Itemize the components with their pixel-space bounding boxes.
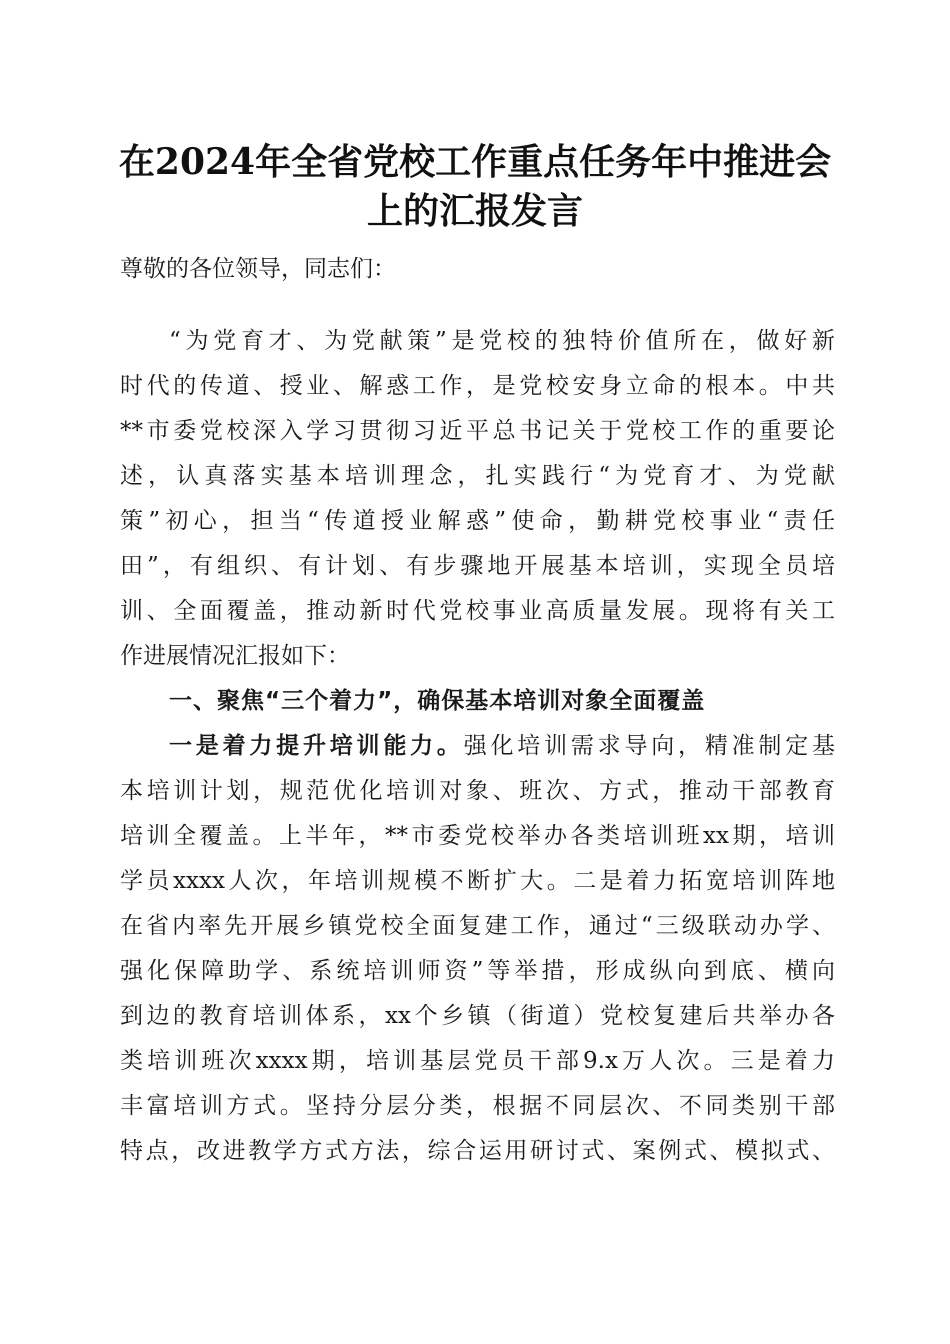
intro-line: **市委党校深入学习贯彻习近平总书记关于党校工作的重要论 [120, 418, 835, 444]
section-heading: 一、聚焦“三个着力”，确保基本培训对象全面覆盖 [169, 688, 706, 714]
intro-line: “为党育才、为党献策”是党校的独特价值所在，做好新 [169, 328, 835, 354]
section-first-line-text: 强化培训需求导向，精准制定基 [463, 733, 836, 759]
section-paragraph-first-line [169, 731, 835, 761]
section-line: 本培训计划，规范优化培训对象、班次、方式，推动干部教育 [120, 778, 835, 804]
section-line: 学员xxxx人次，年培训规模不断扩大。二是着力拓宽培训阵地 [120, 868, 835, 894]
section-line: 丰富培训方式。坚持分层分类，根据不同层次、不同类别干部 [120, 1093, 835, 1119]
section-lead-phrase: 一是着力提升培训能力。 [169, 733, 464, 759]
section-line: 强化保障助学、系统培训师资”等举措，形成纵向到底、横向 [120, 958, 835, 984]
salutation: 尊敬的各位领导，同志们： [120, 256, 396, 282]
section-line: 到边的教育培训体系，xx个乡镇（街道）党校复建后共举办各 [120, 1003, 835, 1029]
intro-line: 训、全面覆盖，推动新时代党校事业高质量发展。现将有关工 [120, 598, 835, 624]
intro-line: 述，认真落实基本培训理念，扎实践行“为党育才、为党献 [120, 463, 835, 489]
section-line: 类培训班次xxxx期，培训基层党员干部9.x万人次。三是着力 [120, 1048, 835, 1074]
section-line: 特点，改进教学方式方法，综合运用研讨式、案例式、模拟式、 [120, 1138, 835, 1164]
intro-line: 作进展情况汇报如下： [120, 643, 350, 669]
section-line: 在省内率先开展乡镇党校全面复建工作，通过“三级联动办学、 [120, 913, 835, 939]
section-line: 培训全覆盖。上半年，**市委党校举办各类培训班xx期，培训 [120, 823, 835, 849]
intro-line: 策”初心，担当“传道授业解惑”使命，勤耕党校事业“责任 [120, 508, 835, 534]
intro-line: 田”，有组织、有计划、有步骤地开展基本培训，实现全员培 [120, 553, 835, 579]
intro-line: 时代的传道、授业、解惑工作，是党校安身立命的根本。中共 [120, 373, 835, 399]
document-title-line-1: 在2024年全省党校工作重点任务年中推进会 [118, 141, 832, 183]
document-title-line-2: 上的汇报发言 [366, 190, 583, 232]
